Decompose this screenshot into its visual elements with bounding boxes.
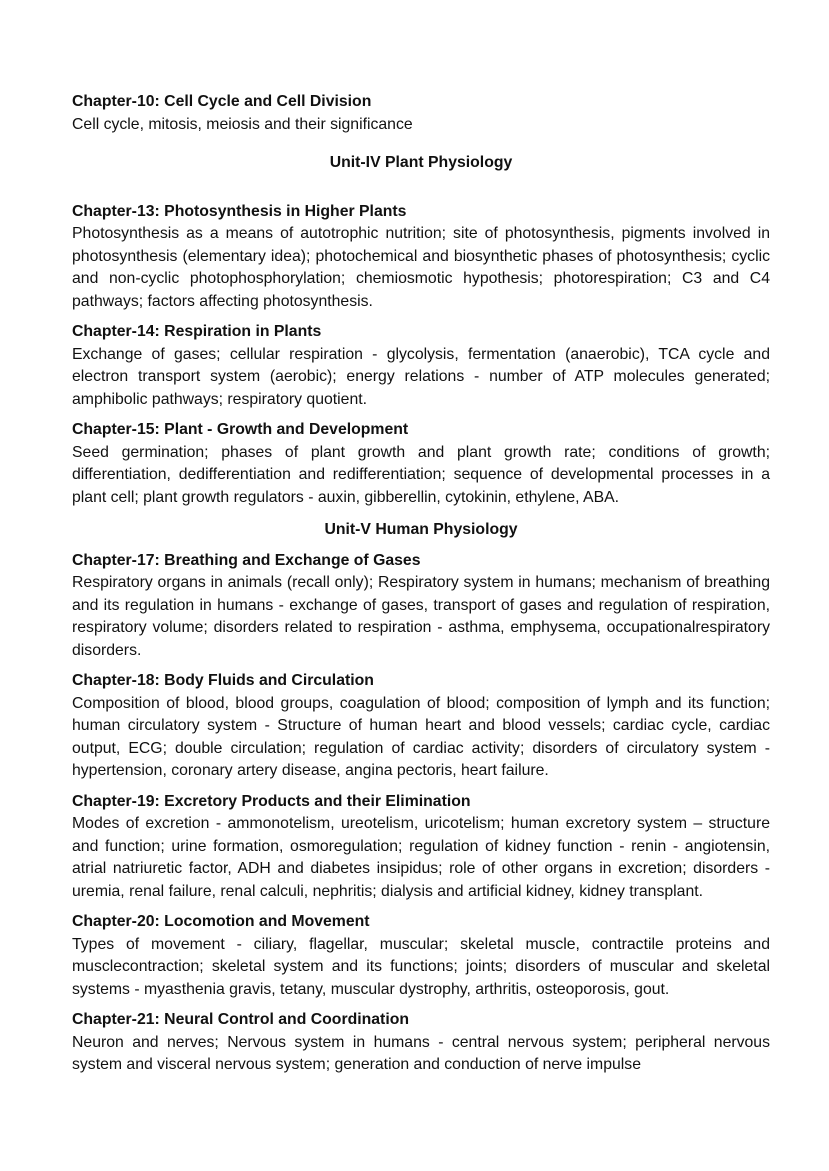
chapter-18-section: [72, 670, 770, 783]
chapter-title: Chapter-19: Excretory Products and their Elimination: [72, 792, 471, 810]
chapter-description: Neuron and nerves; Nervous system in humans - central nervous system; peripheral nervous system and visceral nervous system; generation and conduction of nerve impulse: [72, 1033, 770, 1073]
chapter-description: Cell cycle, mitosis, meiosis and their significance: [72, 115, 413, 133]
chapter-title: Chapter-15: Plant - Growth and Development: [72, 421, 409, 438]
chapter-description: Exchange of gases; cellular respiration - glycolysis, fermentation (anaerobic), TCA cycle and electron transport system (aerobic); energy relations - number of ATP molecules generated; amphibolic pathways; respiratory quotient.: [72, 345, 770, 408]
chapter-17-section: [72, 550, 770, 663]
chapter-title: Chapter-18: Body Fluids and Circulation: [72, 672, 374, 689]
chapter-19-section: [72, 791, 770, 904]
chapter-description: Types of movement - ciliary, flagellar, muscular; skeletal muscle, contractile proteins and musclecontraction; skeletal system and its functions; joints; disorders of muscular and skeletal systems - myasthenia gravis, tetany, muscular dystrophy, arthritis, osteoporosis, gout.: [72, 935, 770, 998]
chapter-title: Chapter-14: Respiration in Plants: [72, 323, 322, 340]
chapter-20-section: [72, 911, 770, 1001]
syllabus-page: [72, 91, 770, 1077]
chapter-title: Chapter-20: Locomotion and Movement: [72, 913, 370, 930]
chapter-title: Chapter-13: Photosynthesis in Higher Plants: [72, 202, 407, 220]
chapter-10-section: [72, 91, 770, 136]
chapter-description: Respiratory organs in animals (recall only); Respiratory system in humans; mechanism of breathing and its regulation in humans - exchange of gases, transport of gases and regulation of respiration, respiratory volume; disorders related to respiration - asthma, emphysema, occupationalrespiratory disorders.: [72, 574, 770, 659]
chapter-13-section: [72, 201, 770, 314]
chapter-title: Chapter-10: Cell Cycle and Cell Division: [72, 93, 372, 110]
unit-heading: Unit-IV Plant Physiology: [329, 154, 513, 171]
chapter-description: Photosynthesis as a means of autotrophic nutrition; site of photosynthesis, pigments involved in photosynthesis (elementary idea); photochemical and biosynthetic phases of photosynthesis; cyclic and non-cyclic photophosphorylation; chemiosmotic hypothesis; photorespiration; C3 and C4 pathways; factors affecting photosynthesis.: [72, 225, 770, 310]
chapter-description: Composition of blood, blood groups, coagulation of blood; composition of lymph and its function; human circulatory system - Structure of human heart and blood vessels; cardiac cycle, cardiac output, ECG; double circulation; regulation of cardiac activity; disorders of circulatory system - hypertension, coronary artery disease, angina pectoris, heart failure.: [72, 694, 770, 779]
chapter-description: Modes of excretion - ammonotelism, ureotelism, uricotelism; human excretory system – structure and function; urine formation, osmoregulation; regulation of kidney function - renin - angiotensin, atrial natriuretic factor, ADH and diabetes insipidus; role of other organs in excretion; disorders - uremia, renal failure, renal calculi, nephritis; dialysis and artificial kidney, kidney transplant.: [72, 815, 770, 900]
chapter-title: Chapter-21: Neural Control and Coordination: [72, 1011, 410, 1028]
chapter-21-section: [72, 1009, 770, 1077]
chapter-14-section: [72, 321, 770, 411]
chapter-title: Chapter-17: Breathing and Exchange of Gases: [72, 551, 421, 569]
chapter-description: Seed germination; phases of plant growth and plant growth rate; conditions of growth; differentiation, dedifferentiation and redifferentiation; sequence of developmental processes in a plant cell; plant growth regulators - auxin, gibberellin, cytokinin, ethylene, ABA.: [72, 443, 770, 506]
chapter-15-section: [72, 419, 770, 509]
unit-heading: Unit-V Human Physiology: [324, 521, 518, 538]
